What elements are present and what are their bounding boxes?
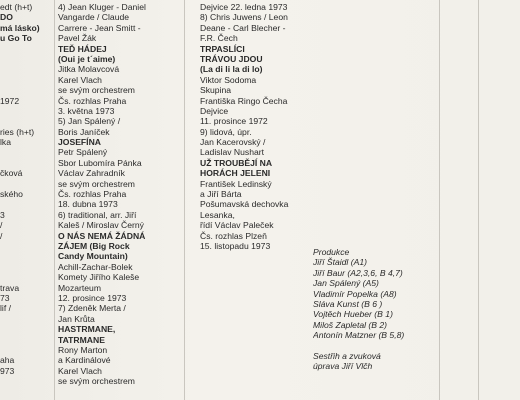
column-middle-line: Komety Jiřího Kaleše [58,272,140,283]
column-middle-line: se svým orchestrem [58,178,135,189]
credits-line: Jiří Baur (A2,3,6, B 4,7) [313,267,403,278]
column-left-fragment-line [0,262,50,272]
credits-line [313,341,435,351]
left-column-fragment [0,2,50,376]
column-left-fragment-line [0,314,50,324]
column-right-line: Lesanka, [200,209,235,220]
column-right-line: 11. prosince 1972 [200,116,268,127]
column-right-line: TRPASLÍCI [200,43,245,54]
column-middle-line: Rony Marton [58,344,108,355]
column-right-line: TRÁVOU JDOU [200,53,263,64]
production-credits [313,247,435,372]
column-left-fragment-line: lif / [0,303,11,314]
column-right-line: František Ledinský [200,178,272,189]
track-list-middle-column [58,2,174,386]
column-left-fragment-line [0,272,50,282]
credits-line: Miloš Zapletal (B 2) [313,319,388,330]
column-left-fragment-line [0,199,50,209]
column-left-fragment-line: / [0,230,3,241]
column-right-line: 15. listopadu 1973 [200,240,271,251]
column-left-fragment-line: aha [0,355,15,366]
column-middle-line: se svým orchestrem [58,85,135,96]
column-middle-line: Karel Vlach [58,74,102,85]
column-middle-line: 4) Jean Kluger - Daniel [58,2,146,12]
column-left-fragment-line [0,44,50,54]
column-right-line: F.R. Čech [200,33,238,44]
column-middle-line: Vangarde / Claude [58,12,130,23]
column-middle-line: TATRMANE [58,334,105,345]
column-left-fragment-line [0,179,50,189]
credits-line: úprava Jiří Vlčh [313,361,373,372]
credits-line: Sláva Kunst (B 6 ) [313,298,383,309]
column-middle-line: Sbor Lubomíra Pánka [58,157,142,168]
column-middle-line: Boris Janíček [58,126,110,137]
column-left-fragment-line: čková [0,168,23,179]
column-middle-line: 3. května 1973 [58,105,115,116]
column-left-fragment-line [0,64,50,74]
column-right-line: HORÁCH JELENI [200,168,271,179]
column-left-fragment-line: 1972 [0,95,20,106]
column-right-line: Skupina [200,85,232,96]
column-left-fragment-line: 3 [0,209,5,220]
column-left-fragment-line: trava [0,282,20,293]
column-middle-line: Čs. rozhlas Praha [58,95,127,106]
column-left-fragment-line: má lásko) [0,22,40,33]
fold-line-2 [184,0,185,400]
column-left-fragment-line [0,158,50,168]
column-left-fragment-line [0,324,50,334]
column-right-line: UŽ TROUBĚJÍ NA [200,157,273,168]
column-left-fragment-line [0,147,50,157]
column-left-fragment-line: / [0,220,3,231]
credits-line: Vojtěch Hueber (B 1) [313,309,393,320]
column-middle-line: HASTRMANE, [58,324,116,335]
column-middle-line: Kaleš / Miroslav Černý [58,220,144,231]
column-middle-line: Pavel Žák [58,33,97,44]
column-left-fragment-line: 73 [0,292,10,303]
column-middle-line: O NÁS NEMÁ ŽÁDNÁ [58,230,146,241]
fold-line-4 [478,0,479,400]
column-left-fragment-line [0,251,50,261]
fold-line-1 [54,0,55,400]
column-left-fragment-line [0,116,50,126]
column-middle-line: TEĎ HÁDEJ [58,43,107,54]
column-middle-line: Jitka Molavcová [58,64,120,75]
column-left-fragment-line: u Go To [0,33,32,44]
column-middle-line: 7) Zdeněk Merta / [58,303,126,314]
column-left-fragment-line: 973 [0,365,15,376]
column-left-fragment-line [0,54,50,64]
column-right-line: řídí Václav Paleček [200,220,274,231]
credits-line: Jan Spálený (A5) [313,278,379,289]
credits-line: Jiří Štaidl (A1) [313,257,367,268]
fold-line-3 [439,0,440,400]
column-left-fragment-line: ského [0,189,23,200]
column-middle-line: Achill-Zachar-Bolek [58,261,133,272]
column-middle-line: Mozarteum [58,282,101,293]
credits-line: Antonín Matzner (B 5,8) [313,330,405,341]
credits-line: Produkce [313,247,350,257]
column-middle-line: Karel Vlach [58,365,102,376]
column-middle-line: se svým orchestrem [58,376,135,387]
column-right-line: (La di li la di lo) [200,64,263,75]
column-left-fragment-line [0,75,50,85]
column-middle-line: 6) traditional, arr. Jiří [58,209,137,220]
column-left-fragment-line [0,85,50,95]
column-left-fragment-line: ries (h+t) [0,126,35,137]
column-right-line: Dejvice [200,105,229,116]
column-right-line: Čs. rozhlas Plzeň [200,230,267,241]
column-left-fragment-line [0,106,50,116]
column-right-line: 8) Chris Juwens / Leon [200,12,288,23]
column-left-fragment-line [0,345,50,355]
column-middle-line: 18. dubna 1973 [58,199,118,210]
credits-line: Sestřih a zvuková [313,350,381,361]
track-list-right-column [200,2,328,251]
column-left-fragment-line: edt (h+t) [0,2,33,12]
column-right-line: Deane - Carl Blecher - [200,22,286,33]
column-right-line: Pošumavská dechovka [200,199,289,210]
column-middle-line: Václav Zahradník [58,168,125,179]
column-middle-line: ZÁJEM (Big Rock [58,240,130,251]
column-middle-line: Petr Spálený [58,147,108,158]
column-right-line: Viktor Sodoma [200,74,257,85]
column-right-line: Dejvice 22. ledna 1973 [200,2,288,12]
column-middle-line: JOSEFÍNA [58,137,101,148]
column-left-fragment-line: lka [0,137,11,148]
column-middle-line: 5) Jan Spálený / [58,116,121,127]
column-left-fragment-line [0,335,50,345]
credits-line: Vladimír Popelka (A8) [313,288,397,299]
column-middle-line: Carrere - Jean Smitt - [58,22,141,33]
column-right-line: a Jiří Bárta [200,189,242,200]
column-middle-line: 12. prosince 1973 [58,292,127,303]
column-middle-line: Čs. rozhlas Praha [58,189,127,200]
column-middle-line: (Oui je t´aime) [58,53,116,64]
column-right-line: 9) lidová, úpr. [200,126,252,137]
column-right-line: Ladislav Nushart [200,147,265,158]
column-middle-line: Candy Mountain) [58,251,128,262]
column-right-line: Jan Kacerovský / [200,137,266,148]
column-middle-line: Jan Krůta [58,313,95,324]
column-left-fragment-line [0,241,50,251]
column-left-fragment-line: DO [0,12,13,23]
column-middle-line: a Kardinálové [58,355,111,366]
column-right-line: Františka Ringo Čecha [200,95,288,106]
